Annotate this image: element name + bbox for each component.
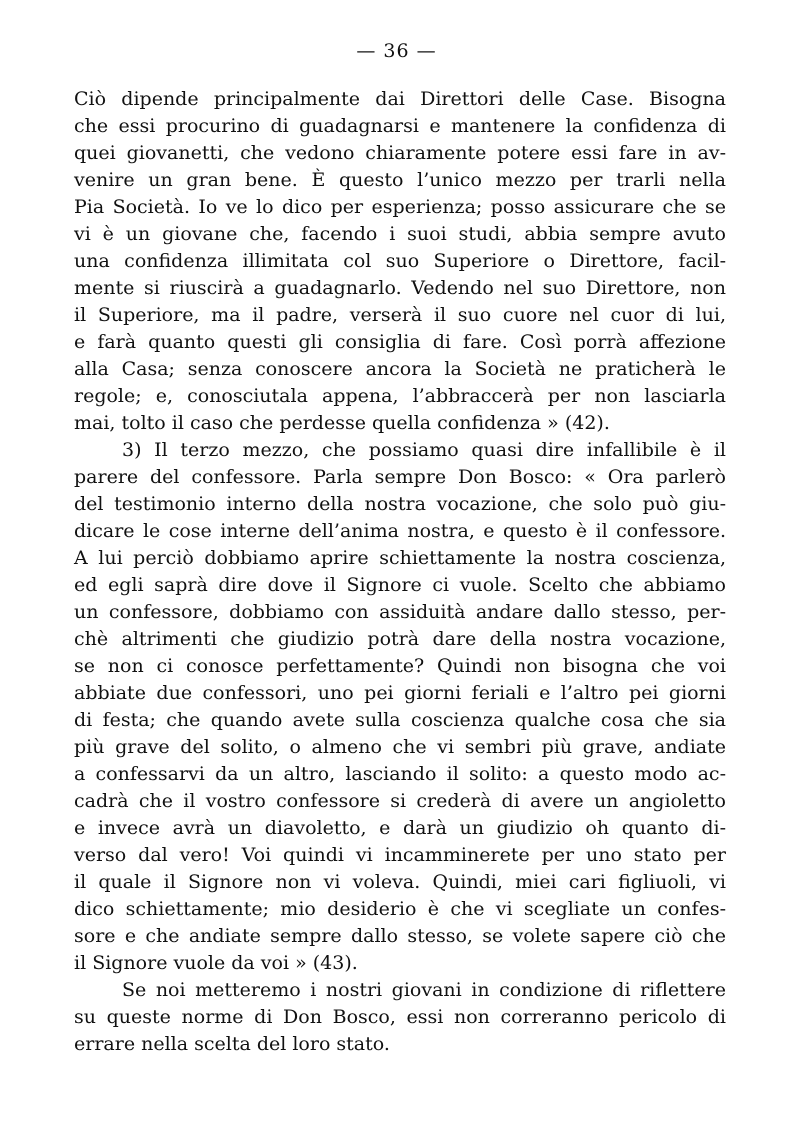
text-line: mai, tolto il caso che perdesse quella confidenza » (42).: [74, 412, 610, 434]
text-line: cadrà che il vostro confessore si crederà di avere un angioletto: [74, 790, 726, 812]
text-line: dico schiettamente; mio desiderio è che vi scegliate un confes-: [74, 898, 726, 920]
text-line: mente si riuscirà a guadagnarlo. Vedendo nel suo Direttore, non: [74, 277, 726, 299]
text-line: alla Casa; senza conoscere ancora la Società ne praticherà le: [74, 358, 726, 380]
text-line: che essi procurino di guadagnarsi e mantenere la confidenza di: [74, 115, 726, 137]
text-line: sore e che andiate sempre dallo stesso, se volete sapere ciò che: [74, 925, 726, 947]
text-line: chè altrimenti che giudizio potrà dare della nostra vocazione,: [74, 628, 726, 650]
text-line: verso dal vero! Voi quindi vi incamminerete per uno stato per: [74, 844, 726, 866]
text-line: dicare le cose interne dell’anima nostra, e questo è il confessore.: [74, 520, 726, 542]
text-line: del testimonio interno della nostra vocazione, che solo può giu-: [74, 493, 726, 515]
text-line: una confidenza illimitata col suo Superiore o Direttore, facil-: [74, 250, 726, 272]
text-line: ed egli saprà dire dove il Signore ci vuole. Scelto che abbiamo: [74, 574, 726, 596]
text-line: il quale il Signore non vi voleva. Quindi, miei cari figliuoli, vi: [74, 871, 726, 893]
text-line: Se noi metteremo i nostri giovani in condizione di riflettere: [122, 979, 726, 1001]
text-line: se non ci conosce perfettamente? Quindi non bisogna che voi: [74, 655, 726, 677]
text-line: il Superiore, ma il padre, verserà il suo cuore nel cuor di lui,: [74, 304, 726, 326]
text-line: Ciò dipende principalmente dai Direttori delle Case. Bisogna: [74, 88, 726, 110]
text-line: parere del confessore. Parla sempre Don Bosco: « Ora parlerò: [74, 466, 726, 488]
text-line: su queste norme di Don Bosco, essi non correranno pericolo di: [74, 1006, 726, 1028]
page-number: — 36 —: [356, 40, 437, 62]
text-line: quei giovanetti, che vedono chiaramente potere essi fare in av-: [74, 142, 726, 164]
text-line: regole; e, conosciutala appena, l’abbraccerà per non lasciarla: [74, 385, 726, 407]
text-line: abbiate due confessori, uno pei giorni feriali e l’altro pei giorni: [74, 682, 726, 704]
text-line: e invece avrà un diavoletto, e darà un giudizio oh quanto di-: [74, 817, 726, 839]
text-line: A lui perciò dobbiamo aprire schiettamente la nostra coscienza,: [74, 547, 726, 569]
text-line: un confessore, dobbiamo con assiduità andare dallo stesso, per-: [74, 601, 726, 623]
text-line: il Signore vuole da voi » (43).: [74, 952, 358, 974]
body-text: [74, 86, 726, 1058]
text-line: a confessarvi da un altro, lasciando il solito: a questo modo ac-: [74, 763, 726, 785]
text-line: di festa; che quando avete sulla coscienza qualche cosa che sia: [74, 709, 726, 731]
text-line: vi è un giovane che, facendo i suoi studi, abbia sempre avuto: [74, 223, 726, 245]
text-line: e farà quanto questi gli consiglia di fare. Così porrà affezione: [74, 331, 726, 353]
text-line: Pia Società. Io ve lo dico per esperienza; posso assicurare che se: [74, 196, 726, 218]
text-line: 3) Il terzo mezzo, che possiamo quasi dire infallibile è il: [122, 439, 726, 461]
text-line: venire un gran bene. È questo l’unico mezzo per trarli nella: [74, 169, 726, 191]
text-line: errare nella scelta del loro stato.: [74, 1033, 390, 1055]
text-line: più grave del solito, o almeno che vi sembri più grave, andiate: [74, 736, 726, 758]
